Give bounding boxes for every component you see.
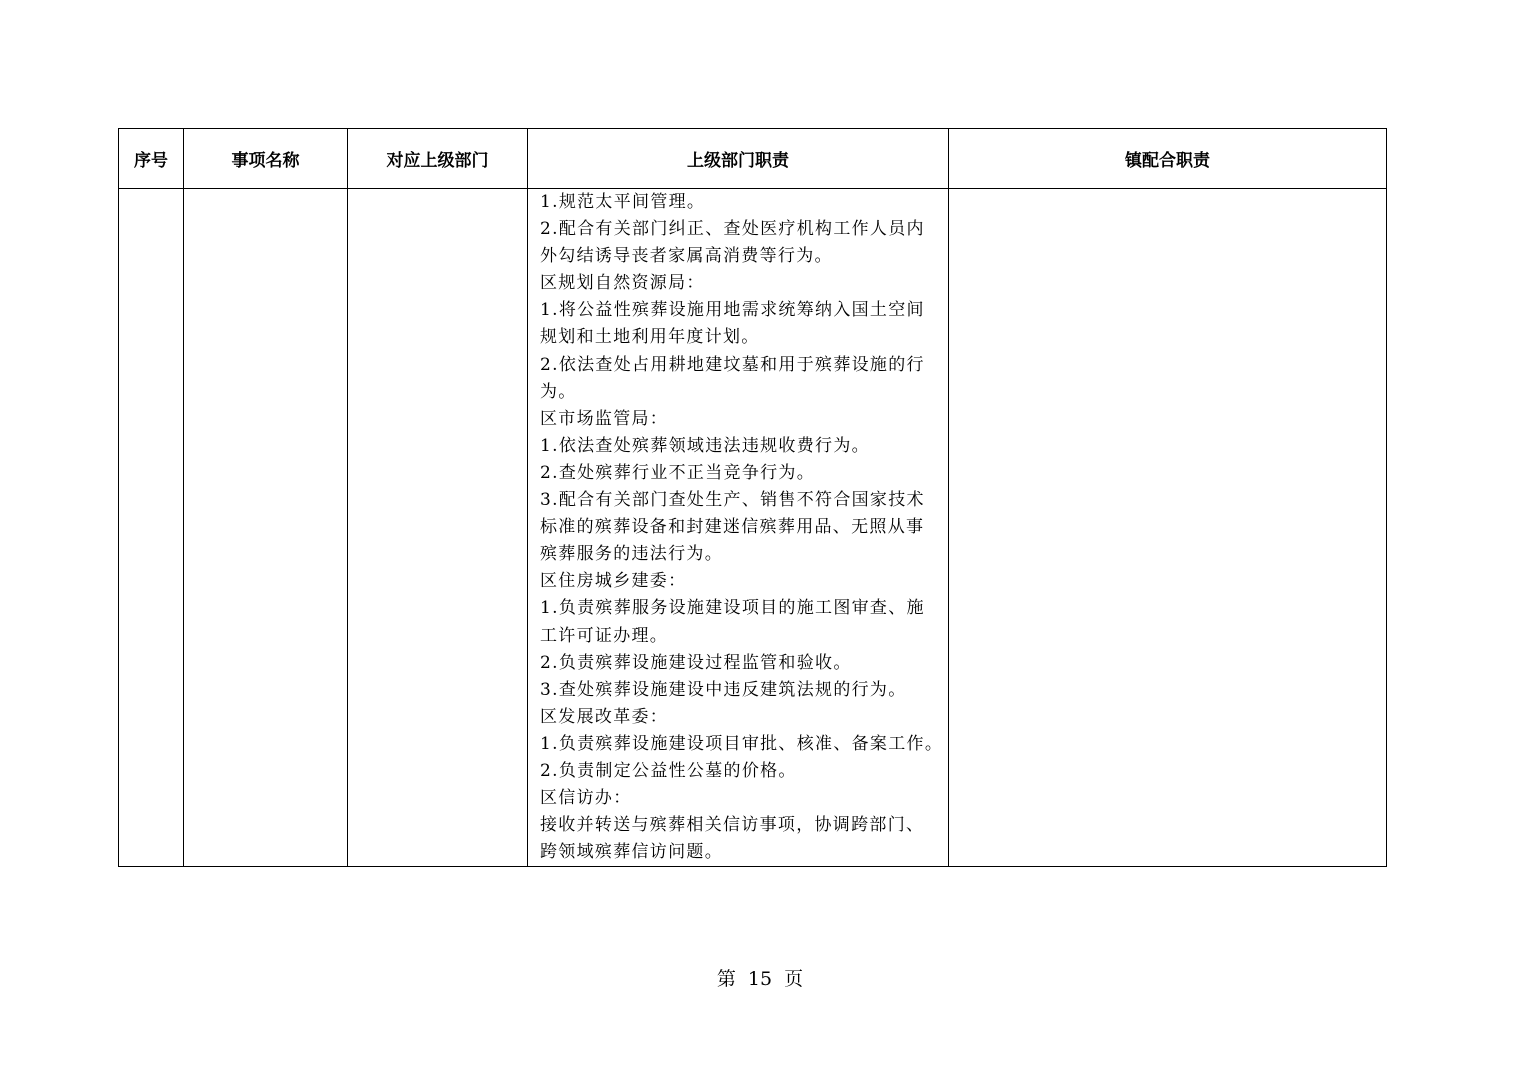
duty-line: 区市场监管局： bbox=[540, 408, 669, 429]
duty-line: 区住房城乡建委： bbox=[540, 571, 687, 592]
duty-line: 区发展改革委： bbox=[540, 706, 669, 727]
cell-superior-duty bbox=[528, 189, 949, 867]
table-header-row bbox=[119, 129, 1387, 189]
duty-text-block bbox=[540, 189, 948, 866]
duty-line: 工许可证办理。 bbox=[540, 625, 669, 646]
header-superior-duty: 上级部门职责 bbox=[528, 129, 949, 189]
duty-line: 规划和土地利用年度计划。 bbox=[540, 327, 760, 348]
duty-line: 3.配合有关部门查处生产、销售不符合国家技术 bbox=[540, 490, 925, 511]
duty-line: 区规划自然资源局： bbox=[540, 273, 705, 294]
duty-line: 1.依法查处殡葬领域违法违规收费行为。 bbox=[540, 435, 870, 456]
duty-line: 为。 bbox=[540, 381, 577, 402]
duty-line: 2.配合有关部门纠正、查处医疗机构工作人员内 bbox=[540, 219, 925, 240]
cell-item-name bbox=[184, 189, 348, 867]
duty-line: 3.查处殡葬设施建设中违反建筑法规的行为。 bbox=[540, 679, 907, 700]
duty-line: 1.负责殡葬服务设施建设项目的施工图审查、施 bbox=[540, 598, 925, 619]
header-town-duty: 镇配合职责 bbox=[949, 129, 1387, 189]
duty-table bbox=[118, 128, 1387, 867]
duty-line: 2.负责制定公益性公墓的价格。 bbox=[540, 760, 797, 781]
cell-seq bbox=[119, 189, 184, 867]
duty-line: 2.负责殡葬设施建设过程监管和验收。 bbox=[540, 652, 852, 673]
duty-line: 跨领域殡葬信访问题。 bbox=[540, 842, 723, 863]
duty-line: 殡葬服务的违法行为。 bbox=[540, 544, 723, 565]
header-item-name: 事项名称 bbox=[184, 129, 348, 189]
duty-line: 接收并转送与殡葬相关信访事项，协调跨部门、 bbox=[540, 815, 925, 836]
duty-line: 外勾结诱导丧者家属高消费等行为。 bbox=[540, 246, 833, 267]
duty-line: 1.将公益性殡葬设施用地需求统筹纳入国土空间 bbox=[540, 300, 925, 321]
header-seq: 序号 bbox=[119, 129, 184, 189]
duty-line: 1.负责殡葬设施建设项目审批、核准、备案工作。 bbox=[540, 733, 944, 754]
duty-line: 2.查处殡葬行业不正当竞争行为。 bbox=[540, 462, 816, 483]
cell-superior-dept bbox=[348, 189, 528, 867]
duty-line: 1.规范太平间管理。 bbox=[540, 192, 706, 212]
page-number: 第 15 页 bbox=[716, 968, 804, 990]
table-row bbox=[119, 189, 1387, 867]
header-superior-dept: 对应上级部门 bbox=[348, 129, 528, 189]
cell-town-duty bbox=[949, 189, 1387, 867]
duty-line: 区信访办： bbox=[540, 788, 632, 809]
duty-line: 2.依法查处占用耕地建坟墓和用于殡葬设施的行 bbox=[540, 354, 925, 375]
duty-line: 标准的殡葬设备和封建迷信殡葬用品、无照从事 bbox=[540, 517, 925, 538]
